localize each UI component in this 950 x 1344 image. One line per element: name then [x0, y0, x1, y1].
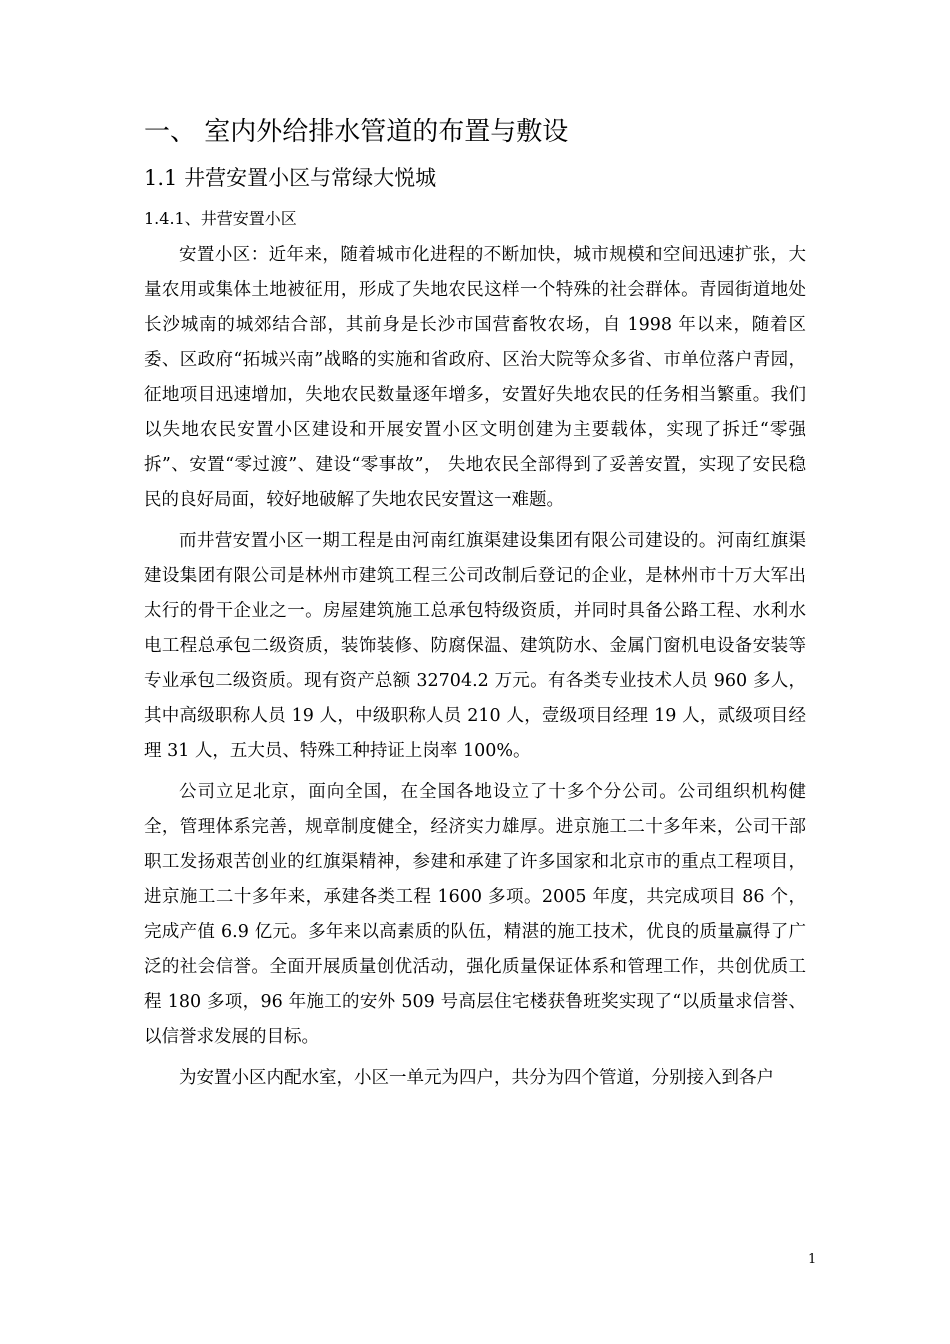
section-heading: 1.1 井营安置小区与常绿大悦城	[144, 166, 437, 190]
paragraph-water-room: 为安置小区内配水室，小区一单元为四户，共分为四个管道，分别接入到各户	[179, 1068, 774, 1088]
paragraph-company-achievements: 公司立足北京，面向全国，在全国各地设立了十多个分公司。公司组织机构健全，管理体系完善，规章制度健全，经济实力雄厚。进京施工二十多年来，公司干部职工发扬艰苦创业的红旗渠精神，参建和承建了许多国家和北京市的重点工程项目，进京施工二十多年来，承建各类工程 1600 多项。2005 年度，共完成项目 86 个，完成产值 6.9 亿元。多年来以高素质的队伍，精湛的施工技术，优良的质量赢得了广泛的社会信誉。全面开展质量创优活动，强化质量保证体系和管理工作，共创优质工程 180 多项，96 年施工的安外 509 号高层住宅楼获鲁班奖实现了“以质量求信誉、以信誉求发展的目标。	[144, 782, 806, 1047]
document-body	[144, 110, 806, 1102]
chapter-heading: 一、 室内外给排水管道的布置与敷设	[144, 117, 569, 147]
paragraph-resettlement-intro: 安置小区：近年来，随着城市化进程的不断加快，城市规模和空间迅速扩张，大量农用或集体土地被征用，形成了失地农民这样一个特殊的社会群体。青园街道地处长沙城南的城郊结合部，其前身是长沙市国营畜牧农场，自 1998 年以来，随着区委、区政府“拓城兴南”战略的实施和省政府、区治大院等众多省、市单位落户青园，征地项目迅速增加，失地农民数量逐年增多，安置好失地农民的任务相当繁重。我们以失地农民安置小区建设和开展安置小区文明创建为主要载体，实现了拆迁“零强拆”、安置“零过渡”、建设“零事故”， 失地农民全部得到了妥善安置，实现了安民稳民的良好局面，较好地破解了失地农民安置这一难题。	[144, 245, 806, 510]
paragraph-company-profile: 而井营安置小区一期工程是由河南红旗渠建设集团有限公司建设的。河南红旗渠建设集团有限公司是林州市建筑工程三公司改制后登记的企业，是林州市十万大军出太行的骨干企业之一。房屋建筑施工总承包特级资质，并同时具备公路工程、水利水电工程总承包二级资质，装饰装修、防腐保温、建筑防水、金属门窗机电设备安装等专业承包二级资质。现有资产总额 32704.2 万元。有各类专业技术人员 960 多人，其中高级职称人员 19 人，中级职称人员 210 人，壹级项目经理 19 人，贰级项目经理 31 人，五大员、特殊工种持证上岗率 100%。	[144, 531, 806, 761]
subsection-heading: 1.4.1、井营安置小区	[144, 209, 297, 228]
page-number: 1	[808, 1252, 817, 1267]
